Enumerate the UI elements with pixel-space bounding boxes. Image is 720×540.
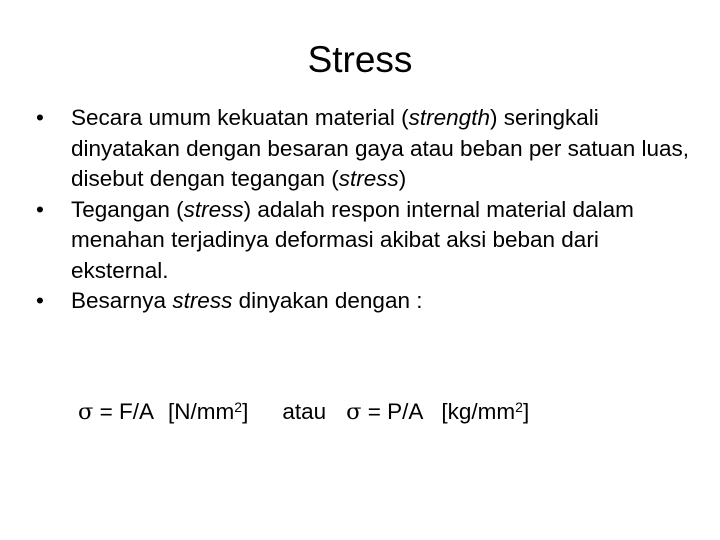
unit-close: ] <box>522 399 530 424</box>
unit-exponent: 2 <box>234 399 243 415</box>
bullet-list <box>36 103 696 317</box>
unit-close: ] <box>242 399 249 424</box>
formula-connector: atau <box>282 399 327 424</box>
formula-unit-kilogram <box>441 397 529 427</box>
sigma-symbol: σ <box>346 399 362 425</box>
sigma-symbol: σ <box>78 399 94 425</box>
bullet-emphasis: strength <box>408 105 490 130</box>
bullet-text: ) adalah respon internal material dalam menahan terjadinya deformasi akibat aksi beban dari eksternal. <box>71 196 634 283</box>
bullet-icon: • <box>36 105 44 130</box>
bullet-item-strength <box>36 103 696 195</box>
bullet-item-besarnya <box>36 286 696 317</box>
bullet-icon: • <box>36 196 44 222</box>
bullet-emphasis: stress <box>338 166 399 191</box>
unit-exponent: 2 <box>515 399 523 415</box>
bullet-text: Secara umum kekuatan material ( <box>71 105 409 130</box>
bullet-text: Besarnya <box>71 288 173 313</box>
formula-unit-newton <box>168 397 248 427</box>
unit-base: [N/mm <box>168 399 235 424</box>
slide-title: Stress <box>307 39 413 80</box>
bullet-text: dinyakan dengan : <box>232 288 423 313</box>
bullet-icon: • <box>36 288 44 313</box>
bullet-text: ) seringkali dinyatakan dengan besaran gaya atau beban per satuan luas, disebut dengan tegangan ( <box>71 105 689 191</box>
bullet-text: ) <box>398 166 407 191</box>
unit-base: [kg/mm <box>441 399 516 424</box>
bullet-emphasis: stress <box>183 196 244 222</box>
formula-eq-load: = P/A <box>361 399 424 424</box>
formula-eq-force: = F/A <box>93 399 155 424</box>
bullet-item-tegangan <box>36 195 696 287</box>
bullet-text: Tegangan ( <box>71 196 184 222</box>
stress-formula <box>78 397 529 427</box>
bullet-emphasis: stress <box>172 288 233 313</box>
